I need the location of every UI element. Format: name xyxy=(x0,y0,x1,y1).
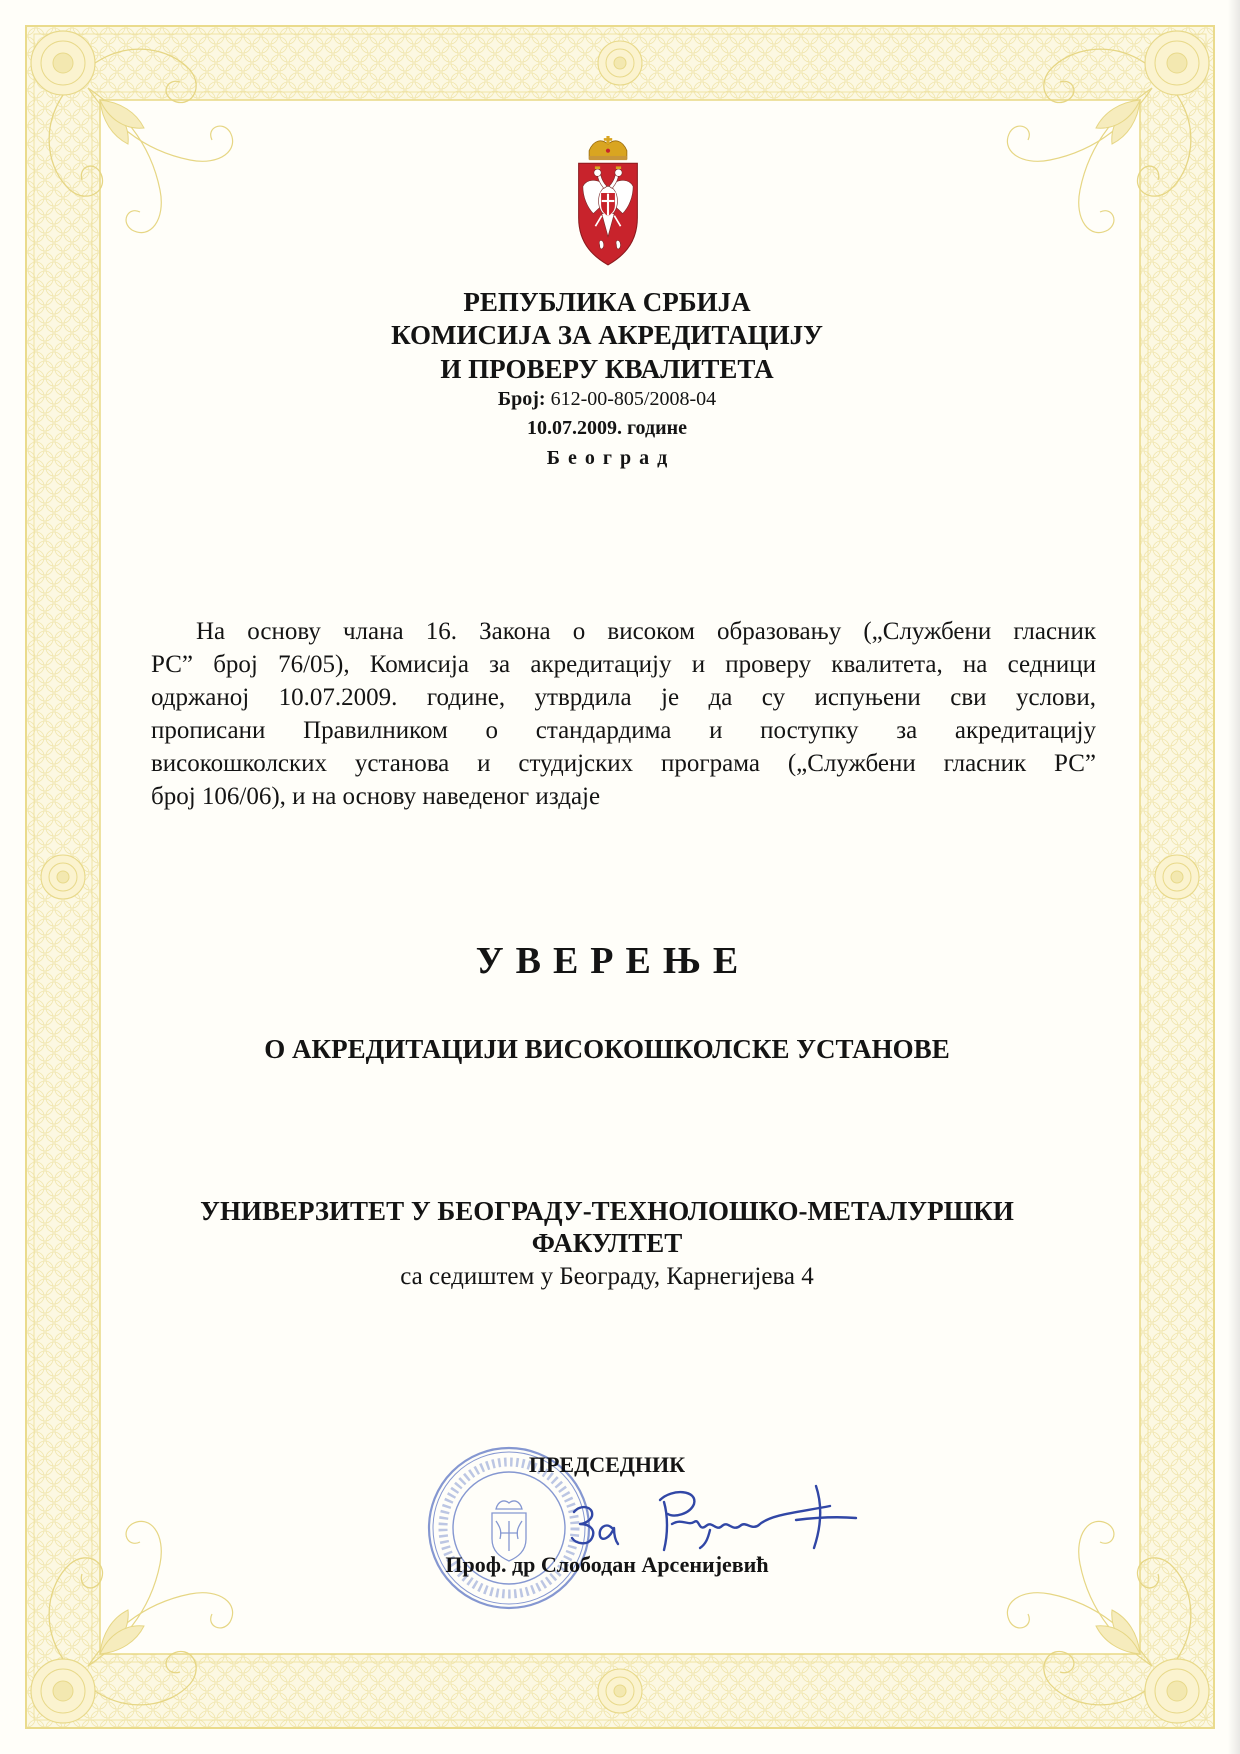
paragraph-line: високошколских установа и студијских програма („Службени гласник РС” xyxy=(151,750,1096,777)
crown xyxy=(589,136,627,160)
paragraph-line: РС” број 76/05), Комисија за акредитацију и проверу квалитета, на седници xyxy=(151,651,1096,678)
certificate-title-text: УВЕРЕЊЕ xyxy=(475,940,751,982)
document-number-label: Број: xyxy=(497,388,546,410)
certificate-title xyxy=(0,937,1214,985)
eagle-right-head xyxy=(615,169,622,176)
body-paragraph xyxy=(151,615,1096,813)
header-commission-line1: КОМИСИЈА ЗА АКРЕДИТАЦИЈУ xyxy=(391,320,823,350)
crown-jewel xyxy=(606,149,610,153)
signature-za-letter2 xyxy=(600,1526,618,1544)
eagle-right-crown xyxy=(616,166,621,169)
rosette-top xyxy=(598,41,642,85)
institution-name-line1: УНИВЕРЗИТЕТ У БЕОГРАДУ-ТЕХНОЛОШКО-МЕТАЛУРШКИ xyxy=(200,1196,1014,1226)
institution-name-line2: ФАКУЛТЕТ xyxy=(531,1228,683,1258)
eagle-left-head xyxy=(594,169,601,176)
crown-band xyxy=(589,156,627,160)
paragraph-line: На основу члана 16. Закона о високом образовању („Службени гласник xyxy=(196,618,1096,645)
signature-descender xyxy=(700,1530,710,1548)
rosette-bottom xyxy=(598,1669,642,1713)
document-city xyxy=(0,445,1214,471)
document-number-value: 612-00-805/2008-04 xyxy=(550,388,717,410)
rosette-left xyxy=(41,855,85,899)
signature-stem xyxy=(664,1502,667,1550)
document-number xyxy=(0,386,1214,412)
paragraph-line: прописани Правилником о стандардима и поступку за акредитацију xyxy=(151,717,1096,744)
header-country: РЕПУБЛИКА СРБИЈА xyxy=(463,287,751,317)
seal-emblem-cross xyxy=(500,1521,518,1551)
paragraph-line: одржаној 10.07.2009. године, утврдила је да су испуњени сви услови, xyxy=(151,684,1096,711)
signature-tail xyxy=(796,1517,856,1520)
document-date: 10.07.2009. године xyxy=(526,417,688,439)
rosette-right xyxy=(1155,855,1199,899)
header-commission-line2: И ПРОВЕРУ КВАЛИТЕТА xyxy=(440,354,774,384)
signature-strokes xyxy=(572,1486,856,1550)
fleur-right xyxy=(616,240,621,249)
signatory-role: ПРЕДСЕДНИК xyxy=(528,1452,686,1477)
signature-za-letter1 xyxy=(572,1507,593,1543)
fleur-left xyxy=(599,240,604,249)
handwritten-signature xyxy=(560,1478,880,1568)
document-city-text: Београд xyxy=(546,447,676,469)
signatory-name: Проф. др Слободан Арсенијевић xyxy=(445,1552,769,1577)
serbian-coat-of-arms-icon xyxy=(572,136,644,266)
paragraph-line: број 106/06), и на основу наведеног издаје xyxy=(151,783,601,810)
institution-seat: са седиштем у Београду, Карнегијева 4 xyxy=(400,1263,814,1290)
certificate-subtitle: О АКРЕДИТАЦИЈИ ВИСОКОШКОЛСКЕ УСТАНОВЕ xyxy=(264,1034,950,1064)
eagle-left-crown xyxy=(595,166,600,169)
crown-cross-horizontal xyxy=(604,138,612,141)
inner-shield-cross-vertical xyxy=(607,194,609,216)
inner-shield-cross-horizontal xyxy=(602,200,615,202)
seal-emblem xyxy=(492,1501,526,1561)
seal-emblem-crown xyxy=(496,1501,522,1509)
scan-edge-shadow xyxy=(1228,0,1240,1754)
signature-scribble xyxy=(672,1506,830,1528)
